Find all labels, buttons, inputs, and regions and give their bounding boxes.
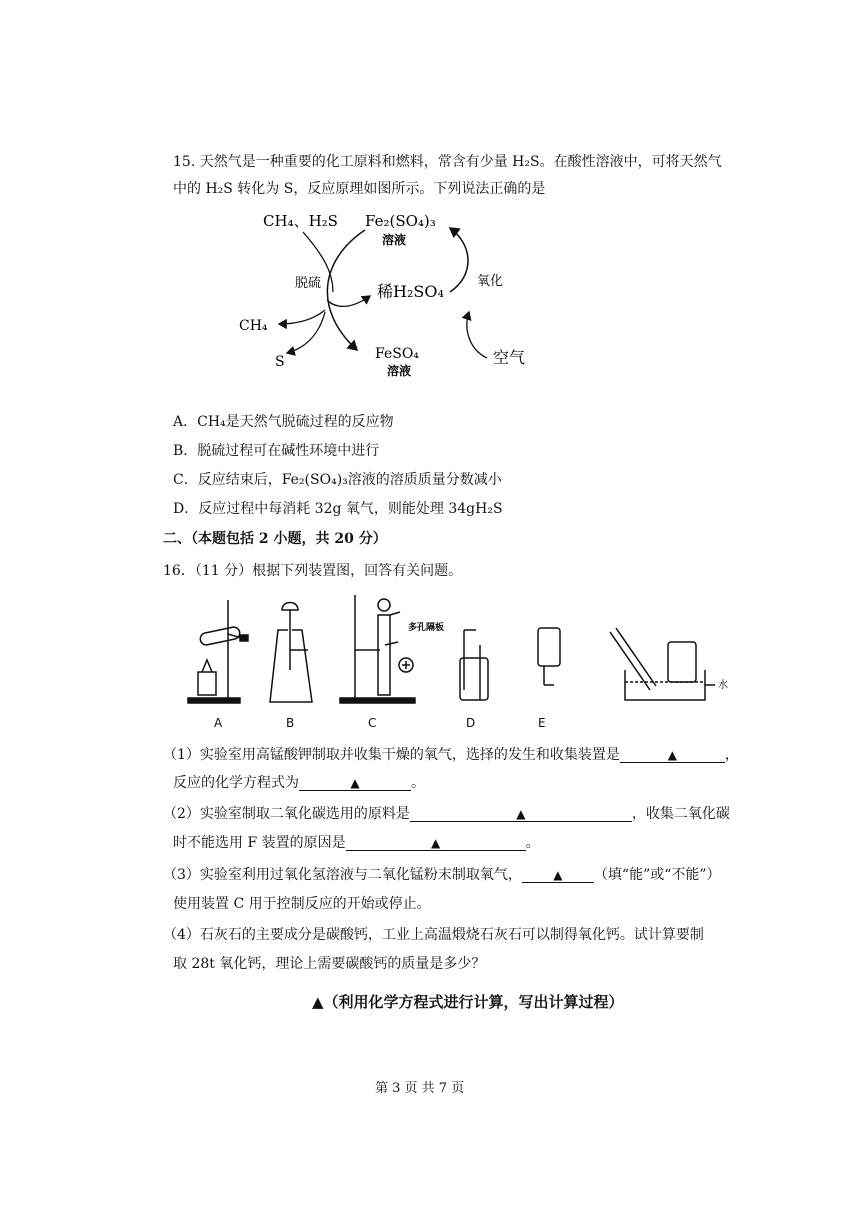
- diagram-inputs: CH₄、H₂S: [263, 212, 338, 230]
- diagram-feso4-solution: 溶液: [387, 364, 412, 378]
- desulfurization-diagram: [225, 200, 555, 385]
- diagram-desulf: 脱硫: [295, 276, 322, 291]
- q15-line2: 中的 H₂S 转化为 S，反应原理如图所示。下列说法正确的是: [173, 181, 546, 197]
- q16-part1-text: （1）实验室用高锰酸钾制取并收集干燥的氧气，选择的发生和收集装置是: [163, 747, 620, 763]
- diagram-feso4: FeSO₄: [375, 346, 419, 362]
- section-2-header: 二、（本题包括 2 小题，共 20 分）: [163, 531, 387, 547]
- q16-part2-line2: 时不能选用 F 装置的原因是 ▲ 。: [173, 835, 540, 851]
- q16-part1-blank-1[interactable]: ▲: [620, 746, 725, 763]
- diagram-fe2so43: Fe₂(SO₄)₃: [365, 212, 436, 230]
- q16-part4-line2: 取 28t 氧化钙，理论上需要碳酸钙的质量是多少？: [173, 956, 486, 972]
- q16-calc-note: ▲（利用化学方程式进行计算，写出计算过程）: [312, 993, 624, 1011]
- q16-part3-blank[interactable]: ▲: [522, 866, 594, 883]
- apparatus-label-d: D: [466, 716, 476, 730]
- apparatus-d: [460, 630, 488, 700]
- q16-part2-blank-1[interactable]: ▲: [410, 805, 632, 822]
- q16-part1-blank-2[interactable]: ▲: [299, 774, 411, 791]
- apparatus-c: [340, 595, 415, 703]
- q15-line1: 15. 天然气是一种重要的化工原料和燃料，常含有少量 H₂S。在酸性溶液中，可将天然气: [173, 154, 722, 170]
- q16-part2-blank-2[interactable]: ▲: [346, 834, 526, 851]
- q16-part1-line2: 反应的化学方程式为 ▲ 。: [173, 775, 425, 791]
- diagram-oxidation: 氧化: [477, 274, 504, 289]
- water-label: 水: [718, 680, 728, 691]
- q15-option-a: A．CH₄是天然气脱硫过程的反应物: [173, 414, 394, 430]
- apparatus-a: [188, 600, 248, 703]
- q15-option-d: D．反应过程中每消耗 32g 氧气，则能处理 34gH₂S: [173, 501, 503, 517]
- apparatus-label-e: E: [538, 716, 546, 730]
- diagram-fe2so43-solution: 溶液: [382, 233, 407, 247]
- q16-intro: 16．（11 分）根据下列装置图，回答有关问题。: [163, 563, 463, 579]
- apparatus-b: [270, 603, 312, 703]
- q15-option-b: B．脱硫过程可在碱性环境中进行: [173, 443, 380, 459]
- arc-to-ch4: [279, 310, 325, 324]
- diagram-ch4-out: CH₄: [239, 318, 268, 334]
- page-number-footer: 第 3 页 共 7 页: [375, 1081, 465, 1096]
- porous-plate-label: 多孔隔板: [408, 623, 445, 633]
- apparatus-f: [610, 628, 715, 700]
- q16-part3-line1: （3）实验室利用过氧化氢溶液与二氧化锰粉末制取氧气， ▲ （填“能”或“不能”）: [163, 867, 721, 883]
- arc-to-acid: [327, 296, 370, 306]
- q16-part3-line2: 使用装置 C 用于控制反应的开始或停止。: [173, 896, 431, 912]
- q16-part4-line1: （4）石灰石的主要成分是碳酸钙，工业上高温煅烧石灰石可以制得氧化钙。试计算要制: [163, 927, 704, 943]
- apparatus-e: [538, 628, 560, 685]
- apparatus-label-b: B: [286, 716, 295, 730]
- apparatus-figure: [180, 590, 740, 715]
- arc-air: [467, 312, 487, 358]
- apparatus-label-a: A: [214, 716, 223, 730]
- diagram-s-out: S: [275, 354, 285, 370]
- arc-oxidation: [450, 228, 468, 292]
- q15-option-c: C．反应结束后，Fe₂(SO₄)₃溶液的溶质质量分数减小: [173, 472, 502, 488]
- apparatus-label-c: C: [368, 716, 377, 730]
- q16-part1-line1: （1）实验室用高锰酸钾制取并收集干燥的氧气，选择的发生和收集装置是 ▲ ，: [163, 747, 739, 763]
- diagram-dilute-acid: 稀H₂SO₄: [377, 282, 444, 301]
- q16-part2-line1: （2）实验室制取二氧化碳选用的原料是 ▲ ，收集二氧化碳: [163, 806, 730, 822]
- diagram-air: 空气: [493, 348, 526, 367]
- arc-to-s: [287, 312, 325, 353]
